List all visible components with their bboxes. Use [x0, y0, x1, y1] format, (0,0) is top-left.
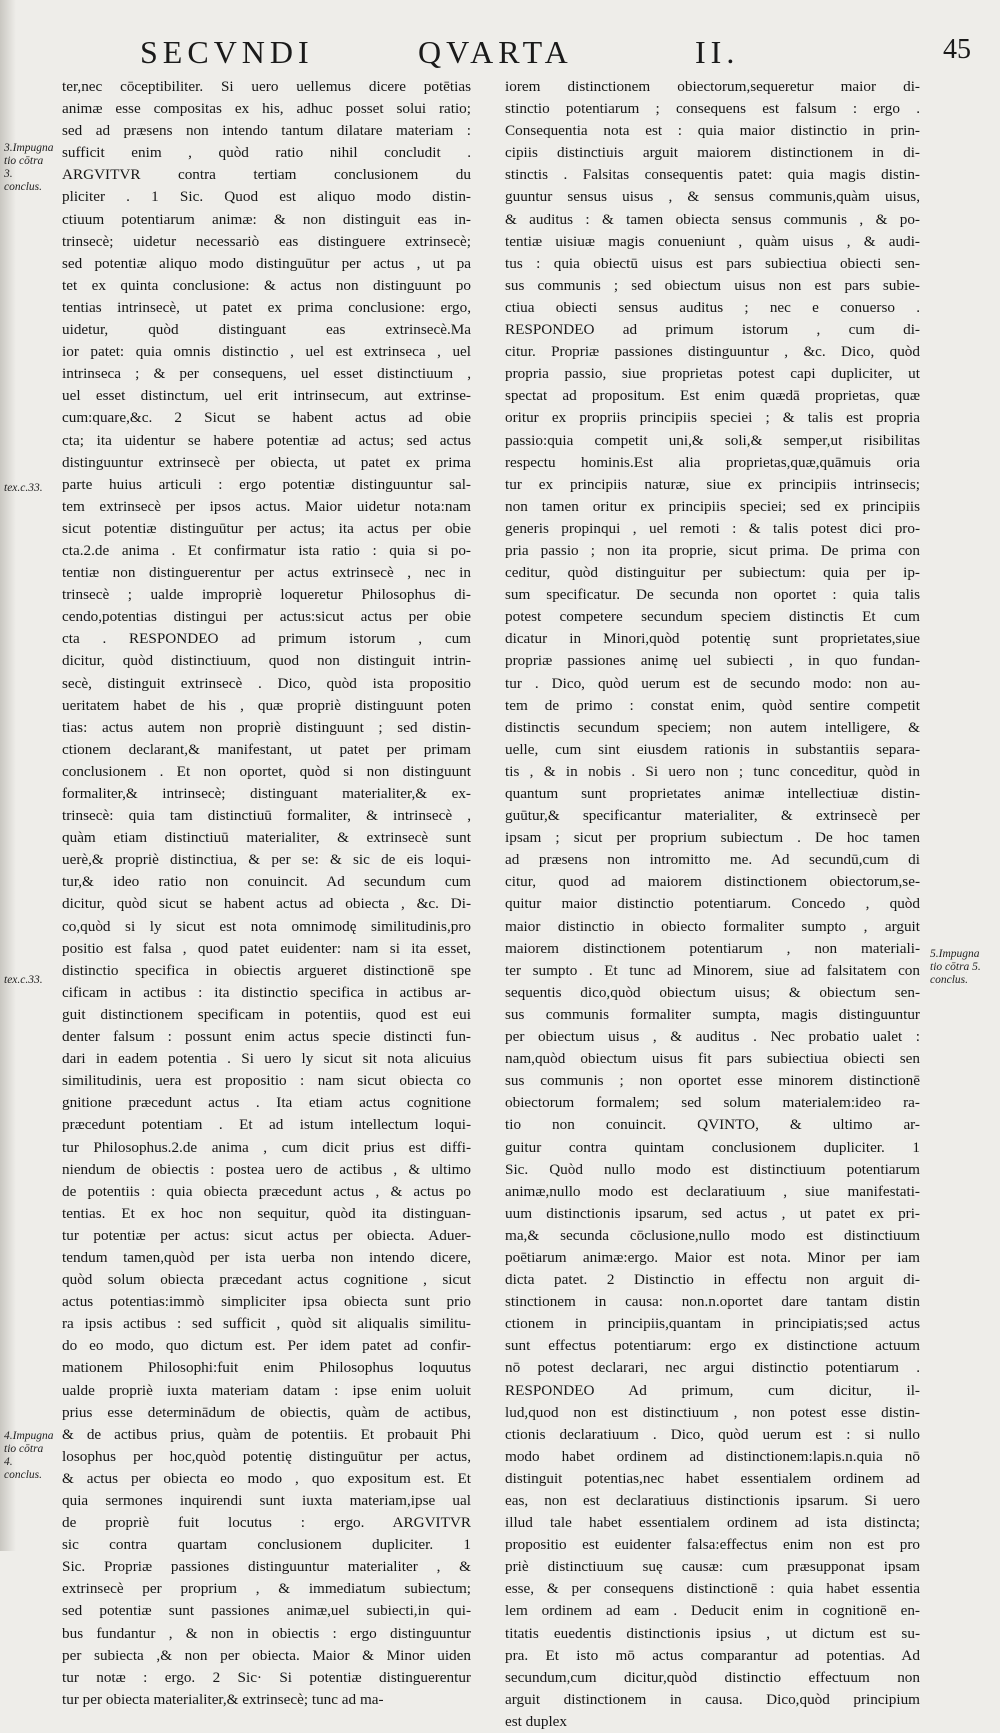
text-line: mationem Philosophi:fuit enim Philosophus loquutus — [62, 1359, 471, 1377]
text-line: guuntur sensus uisus , & sensus communis,quàm uisus, — [505, 188, 920, 206]
text-line: ueritatem habet de his , quæ propriè distinguunt poten — [62, 696, 471, 714]
text-line: sicut potentiæ distinguūtur per actus; ita actus per obie — [62, 519, 471, 537]
text-line: de potentiis : quia obiecta præcedunt actus , & actus po — [62, 1182, 471, 1200]
text-line: sunt effectus potentiarum: ergo ex distinctione actuum — [505, 1337, 920, 1355]
text-line: distinctis secundum speciem; non autem intelligere, & — [505, 718, 920, 736]
text-line: generis propinqui , uel remoti : & talis potest dici pro- — [505, 519, 920, 537]
text-line: secundum,cum dicitur,quòd distinctio effectuum non — [505, 1668, 920, 1686]
text-line: nam,quòd obiectum uisus fit pars subiectiua obiecti sen — [505, 1050, 920, 1068]
text-line: illud tale habet essentialem ordinem ad ista distincta; — [505, 1514, 920, 1532]
text-line: distinctio specifica in obiectis argueret distinctionē spe — [62, 961, 471, 979]
text-line: uidetur, quòd distinguant eas extrinsecè.Ma — [62, 321, 471, 339]
text-line: & actus per obiecta eo modo , quo expositum est. Et — [62, 1469, 471, 1487]
text-line: per subiecta ,& non per obiecta. Maior & Minor uiden — [62, 1646, 471, 1664]
text-line: propria passio, siue proprietas potest capi dupliciter, ut — [505, 365, 920, 383]
text-line: nō potest declarari, nec argui distinctio potentiarum . — [505, 1359, 920, 1377]
text-line: sum specificatur. De secunda non oportet : quia talis — [505, 586, 920, 604]
text-line: tur per obiecta materialiter,& extrinsecè; tunc ad ma- — [62, 1690, 384, 1708]
text-line: cum:quare,&c. 2 Sicut se habent actus ad obie — [62, 409, 471, 427]
text-line: tem de primo : constat enim, quòd sentire competit — [505, 696, 920, 714]
page-gutter — [0, 0, 16, 1551]
left-text-column — [62, 76, 471, 1711]
text-line: maior distinctio in obiecto formaliter sumpto , arguit — [505, 917, 920, 935]
text-line: oritur ex propriis principiis speciei ; & talis est propria — [505, 409, 920, 427]
text-line: tem extrinsecè per ipsos actus. Maior uidetur nota:nam — [62, 497, 471, 515]
text-line: sed potentiæ sunt passiones animæ,uel subiecti,in qui- — [62, 1602, 471, 1620]
text-line: dicitur, quòd distinctiuum, quod non distinguit intrin- — [62, 652, 471, 670]
text-line: RESPONDEO ad primum istorum , cum di- — [505, 321, 920, 339]
text-line: uelle, cum sint eiusdem rationis in substantiis separa- — [505, 740, 920, 758]
page-number: 45 — [943, 34, 971, 65]
text-line: sufficit enim , quòd ratio nihil concludit . — [62, 144, 471, 162]
text-line: tus : quia obiectū uisus est pars subiectiua obiecti sen- — [505, 254, 920, 272]
text-line: & de actibus prius, quàm de potentiis. Et probauit Phi — [62, 1425, 471, 1443]
text-line: trinsecè ; ualde impropriè loqueretur Philosophus di- — [62, 586, 471, 604]
text-line: dicatur in Minori,quòd potentię sunt proprietates,siue — [505, 630, 920, 648]
text-line: & auditus : & tamen obiecta sensus communis , & po- — [505, 210, 920, 228]
text-line: distinguuntur extrinsecè per obiecta, ut patet ex prima — [62, 453, 471, 471]
text-line: Sic. Quòd nullo modo est distinctiuum potentiarum — [505, 1160, 920, 1178]
text-line: ceditur, quòd distinguitur per subiectum: quia per ip- — [505, 564, 920, 582]
text-line: trinsecè: quia tam distinctiuū formaliter, & intrinsecè , — [62, 807, 471, 825]
text-line: ualde propriè iuxta materiam datam : ipse enim uoluit — [62, 1381, 471, 1399]
text-line: parte huius articuli : ergo potentiæ distinguuntur sal- — [62, 475, 471, 493]
text-line: eas, non est declaratiuus distinctionis ipsarum. Si uero — [505, 1492, 920, 1509]
text-line: iorem distinctionem obiectorum,sequeretur maior di- — [505, 78, 920, 95]
text-line: dari in eadem potentia . Si uero ly sicut sit nota alicuius — [62, 1050, 471, 1068]
text-line: pliciter . 1 Sic. Quod est aliquo modo distin- — [62, 188, 471, 206]
text-line: conclusionem . Et non oportet, quòd si non distinguunt — [62, 762, 471, 780]
text-line: stinctio potentiarum ; consequens est falsum : ergo . — [505, 100, 920, 118]
text-line: distinguit potentias,nec habet essentialem ordinem ad — [505, 1469, 920, 1487]
text-line: gnitione præcedunt actus . Ita etiam actus cognitione — [62, 1094, 471, 1112]
text-line: quòd solum obiecta præcedant actus cognitione , sicut — [62, 1271, 471, 1289]
text-line: tentias intrinsecè, ut patet ex prima conclusione: ergo, — [62, 298, 471, 316]
text-line: arguit distinctionem in causa. Dico,quòd principium — [505, 1690, 920, 1708]
text-line: cta.2.de anima . Et confirmatur ista ratio : quia si po- — [62, 541, 471, 559]
text-line: lud,quod non est distinctiuum , non potest esse distin- — [505, 1403, 920, 1421]
text-line: uum distinctionis ipsarum, sed actus , ut patet ex pri- — [505, 1204, 920, 1222]
text-line: ra ipsis actibus : sed sufficit , quòd sit aliqualis similitu- — [62, 1315, 471, 1333]
text-line: non tamen oritur ex principiis speciei; sed ex principiis — [505, 497, 920, 515]
text-line: tentiæ non distinguerentur per actus extrinsecè , nec in — [62, 564, 471, 582]
text-line: tio non conuincit. QVINTO, & ultimo ar- — [505, 1116, 920, 1134]
text-line: sic contra quartam conclusionem dupliciter. 1 — [62, 1536, 471, 1554]
text-line: ctionis declaratiuum . Dico, quòd uerum est : si nullo — [505, 1425, 920, 1443]
text-line: cta . RESPONDEO ad primum istorum , cum — [62, 630, 471, 648]
text-line: dicitur, quòd sicut se habent actus ad obiecta , &c. Di- — [62, 895, 471, 913]
text-line: maiorem distinctionem potentiarum , non materiali- — [505, 939, 920, 957]
text-line: co,quòd si ly sicut est nota omnimodę similitudinis,pro — [62, 917, 471, 935]
text-line: lem ordinem ad eam . Deducit enim in cognitionē en- — [505, 1602, 920, 1620]
text-line: guūtur,& specificantur materialiter, & extrinsecè per — [505, 807, 920, 825]
text-line: Sic. Propriæ passiones distinguuntur materialiter , & — [62, 1558, 471, 1576]
text-line: ter sumpto . Et tunc ad Minorem, siue ad falsitatem con — [505, 961, 920, 979]
text-line: ter,nec cōceptibiliter. Si uero uellemus dicere potētias — [62, 78, 471, 95]
text-line: guitur contra quintam conclusionem dupliciter. 1 — [505, 1138, 920, 1156]
text-line: uerè,& propriè distinctiua, & per se: & sic de eis loqui- — [62, 851, 471, 869]
text-line: per obiectum uisus , & auditus . Nec probatio ualet : — [505, 1028, 920, 1046]
text-line: tur ex principiis naturæ, siue ex principiis intrinsecis; — [505, 475, 920, 493]
text-line: tur . Dico, quòd uerum est de secundo modo: non au- — [505, 674, 920, 692]
text-line: titatis euedentis distinctionis ipsius , ut dictum est su- — [505, 1624, 920, 1642]
text-line: ma,& secunda cōclusione,nullo modo est distinctiuum — [505, 1226, 920, 1244]
text-line: ctionem in principiis,quantam in principiatis;sed actus — [505, 1315, 920, 1333]
text-line: uel esset distinctum, uel erit intrinsecum, aut extrinse- — [62, 387, 471, 405]
text-line: stinctis . Falsitas consequentis patet: quia magis distin- — [505, 166, 920, 184]
text-line: quantum sunt proprietates animæ intellectiuæ distin- — [505, 785, 920, 802]
text-line: animæ,nullo modo est declaratiuum , siue manifestati- — [505, 1182, 920, 1200]
text-line: ARGVITVR contra tertiam conclusionem du — [62, 166, 471, 184]
text-line: spectat ad propositum. Est enim quædā proprietas, quæ — [505, 387, 920, 405]
text-line: ctiuum potentiarum animæ: & non distinguit eas in- — [62, 210, 471, 228]
text-line: cta; ita uidentur se habere potentiæ ad actus; sed actus — [62, 431, 471, 449]
text-line: guit distinctionem specificam in potentiis, quod est eui — [62, 1005, 471, 1023]
text-line: tentias. Et ex hoc non sequitur, quòd ita distinguan- — [62, 1204, 471, 1222]
text-line: dicta patet. 2 Distinctio in effectu non arguit di- — [505, 1271, 920, 1289]
text-line: ctiua obiecti sensus auditus ; nec e conuerso . — [505, 298, 920, 316]
right-text-column — [505, 76, 920, 1733]
text-line: esse, & per consequens distinctionē : quia habet essentia — [505, 1580, 920, 1598]
text-line: citur, quod ad maiorem distinctionem obiectorum,se- — [505, 873, 920, 891]
text-line: modo habet ordinem ad distinctionem:lapis.n.quia nō — [505, 1447, 920, 1465]
text-line: sequentis dico,quòd obiectum uisus; & obiectum sen- — [505, 983, 920, 1001]
text-line: do eo modo, quo dictum est. Per idem patet ad confir- — [62, 1337, 471, 1355]
text-line: losophus per hoc,quòd potentię distinguūtur per actus, — [62, 1447, 471, 1465]
text-line: sus communis formaliter sumpta, magis distinguuntur — [505, 1005, 920, 1023]
text-line: prius esse determinādum de obiectis, quàm de actibus, — [62, 1403, 471, 1421]
text-line: ior patet: quia omnis distinctio , uel est extrinseca , uel — [62, 343, 471, 361]
text-line: respectu hominis.Est alia proprietas,quæ,quāmuis oria — [505, 453, 920, 471]
text-line: pra. Et isto mō actus comparantur ad potentias. Ad — [505, 1646, 920, 1664]
running-header — [140, 34, 985, 74]
text-line: positio est falsa , quod patet euidenter: nam si ita esset, — [62, 939, 471, 957]
text-line: ipsam ; sicut per proprium subiectum . De hoc tamen — [505, 829, 920, 847]
text-line: formaliter,& intrinsecè; distinguant materialiter,& ex- — [62, 785, 471, 802]
text-line: intrinseca ; & per consequens, uel esset distinctiuum , — [62, 365, 471, 383]
text-line: ad præsens non intromitto me. Ad secundū,cum di — [505, 851, 920, 869]
text-line: obiectorum formalem; sed solum materialem:ideo ra- — [505, 1094, 920, 1112]
text-line: de propriè fuit locutus : ergo. ARGVITVR — [62, 1514, 471, 1532]
text-line: sus communis ; sed obiectum uisus non est pars subie- — [505, 276, 920, 294]
text-line: actus potentias:immò simpliciter ipsa obiecta sunt prio — [62, 1293, 471, 1311]
text-line: priè distinctiuum suę causæ: cum præsupponat ipsam — [505, 1558, 920, 1576]
text-line: bus fundantur , & non in obiectis : ergo distinguuntur — [62, 1624, 471, 1642]
text-line: Consequentia nota est : quia maior distinctio in prin- — [505, 122, 920, 140]
header-word-quarta: QVARTA — [418, 34, 573, 70]
text-line: tet ex quinta conclusione: & actus non distinguunt po — [62, 276, 471, 294]
text-line: citur. Propriæ passiones distinguuntur , &c. Dico, quòd — [505, 343, 920, 361]
text-line: ctionem declarant,& manifestant, ut patet per primam — [62, 740, 471, 758]
text-line: secè, distinguit extrinsecè . Dico, quòd ista propositio — [62, 674, 471, 692]
text-line: animæ esse compositas ex his, adhuc posset solui ratio; — [62, 100, 471, 118]
text-line: est duplex — [505, 1712, 568, 1730]
margin-note-4: 4.Impugna tio cōtra 4. conclus. — [4, 1430, 54, 1481]
text-line: passio:quia competit uni,& soli,& semper,ut risibilitas — [505, 431, 920, 449]
text-line: poētiarum animæ:ergo. Maior est nota. Minor per iam — [505, 1248, 920, 1266]
text-line: tur,& ideo ratio non conuincit. Ad secundum cum — [62, 873, 471, 891]
text-line: niendum de obiectis : postea uero de actibus , & ultimo — [62, 1160, 471, 1178]
margin-note-tex-1: tex.c.33. — [4, 482, 43, 494]
text-line: tur potentiæ per actus: sicut actus per obiecta. Aduer- — [62, 1226, 471, 1244]
text-line: trinsecè; uidetur necessariò eas distinguere extrinsecè; — [62, 232, 471, 250]
text-line: sed ad præsens non intendo tantum dilatare materiam : — [62, 122, 471, 140]
text-line: sus communis ; non oportet esse minorem distinctionē — [505, 1072, 920, 1090]
text-line: pria passio ; non ita proprie, sicut prima. De prima con — [505, 541, 920, 559]
header-word-secundi: SECVNDI — [140, 34, 314, 70]
text-line: propositio est euidenter falsa:effectus enim non est pro — [505, 1536, 920, 1554]
text-line: quitur maior distinctio potentiarum. Concedo , quòd — [505, 895, 920, 913]
text-line: cendo,potentias distingui per actus:sicut actus per obie — [62, 608, 471, 626]
text-line: tis , & in nobis . Si uero non ; tunc conceditur, quòd in — [505, 762, 920, 780]
text-line: extrinsecè per proprium , & immediatum subiectum; — [62, 1580, 471, 1598]
text-line: sed potentiæ aliquo modo distinguūtur per actus , ut pa — [62, 254, 471, 272]
margin-note-3: 3.Impugna tio cōtra 3. conclus. — [4, 142, 54, 193]
text-line: potest competere secundum speciem distinctis Et cum — [505, 608, 920, 626]
text-line: propriæ passiones animę uel subiecti , in quo fundan- — [505, 652, 920, 670]
margin-note-5: 5.Impugna tio cōtra 5. conclus. — [930, 948, 981, 986]
text-line: cificam in actibus : ita distinctio specifica in actibus ar- — [62, 983, 471, 1001]
text-line: tias: actus autem non propriè distinguunt ; sed distin- — [62, 718, 471, 736]
text-line: tur Philosophus.2.de anima , cum dicit prius est diffi- — [62, 1138, 471, 1156]
text-line: cipiis distinctiuis arguit maiorem distinctionem in di- — [505, 144, 920, 162]
text-line: quàm etiam distinctiuū materialiter, & extrinsecè sunt — [62, 829, 471, 847]
text-line: RESPONDEO Ad primum, cum dicitur, il- — [505, 1381, 920, 1399]
text-line: tentiæ uisiuæ magis conueniunt , quàm uisus , & audi- — [505, 232, 920, 250]
margin-note-tex-2: tex.c.33. — [4, 974, 43, 986]
header-word-ii: II. — [695, 34, 740, 70]
text-line: quia sermones inquirendi sunt iuxta materiam,ipse ual — [62, 1492, 471, 1509]
text-line: tendum tamen,quòd per ista uerba non intendo dicere, — [62, 1248, 471, 1266]
text-line: præcedunt potentiam . Et ad istum intellectum loqui- — [62, 1116, 471, 1134]
text-line: similitudinis, uera est propositio : nam sicut obiecta co — [62, 1072, 471, 1090]
text-line: stinctionem in causa: non.n.oportet dare tantam distin — [505, 1293, 920, 1311]
text-line: denter falsum : possunt enim actus specie distincti fun- — [62, 1028, 471, 1046]
text-line: tur notæ : ergo. 2 Sic· Si potentiæ distinguerentur — [62, 1668, 471, 1686]
